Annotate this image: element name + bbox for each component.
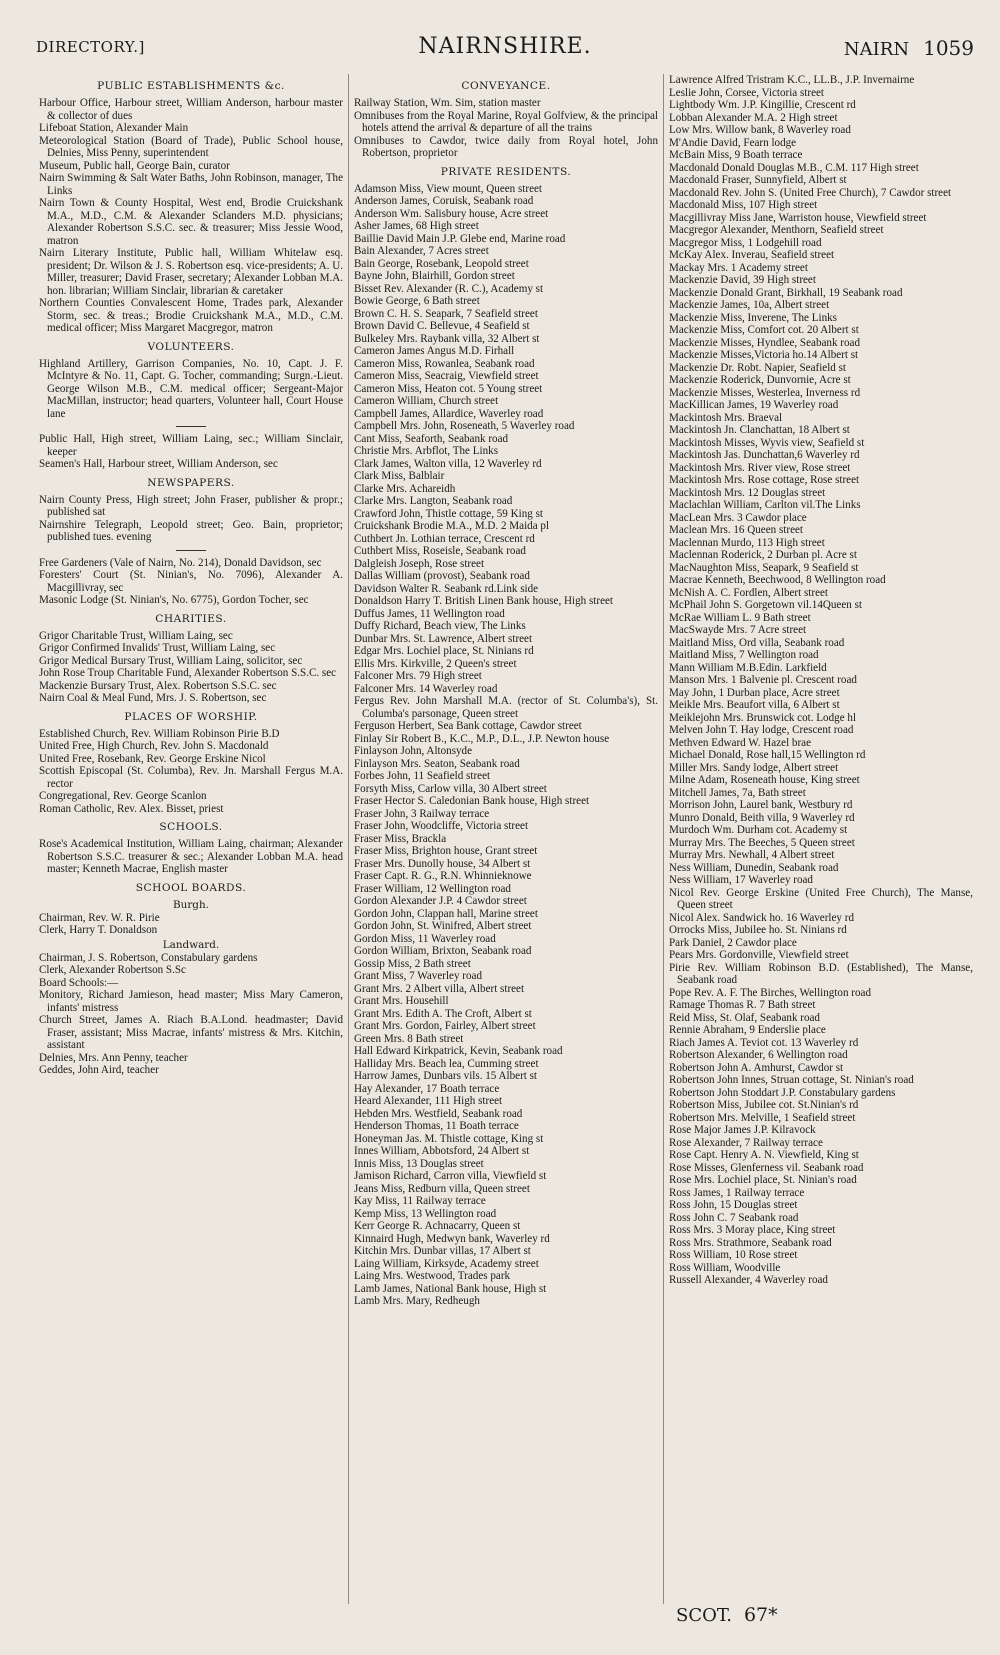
directory-entry: Campbell James, Allardice, Waverley road <box>354 407 544 420</box>
directory-entry: Mackintosh Mrs. Braeval <box>669 411 783 424</box>
directory-entry: Macgillivray Miss Jane, Warriston house, Viewfield street <box>669 211 927 224</box>
directory-entry: Mackay Mrs. 1 Academy street <box>669 261 808 274</box>
directory-entry: Laing Mrs. Westwood, Trades park <box>354 1270 511 1282</box>
directory-entry: Fraser Miss, Brackla <box>354 832 447 845</box>
directory-entry: Kay Miss, 11 Railway terrace <box>354 1195 486 1207</box>
directory-entry: United Free, High Church, Rev. John S. Macdonald <box>39 740 269 752</box>
directory-entry: Ross John C. 7 Seabank road <box>669 1211 799 1224</box>
directory-entry: Gordon Alexander J.P. 4 Cawdor street <box>354 895 527 907</box>
directory-entry: Clarke Mrs. Achareidh <box>354 482 456 495</box>
directory-entry: Ross Mrs. Strathmore, Seabank road <box>669 1236 832 1249</box>
directory-entry: Fraser Capt. R. G., R.N. Whinnieknowe <box>354 870 532 882</box>
directory-entry: Kinnaird Hugh, Medwyn bank, Waverley rd <box>354 1232 550 1245</box>
directory-entry: Mackenzie Dr. Robt. Napier, Seafield st <box>669 361 847 374</box>
directory-entry: Mackintosh Mrs. Rose cottage, Rose street <box>669 474 860 486</box>
directory-entry: Mackintosh Mrs. 12 Douglas street <box>669 486 826 499</box>
page-footer <box>676 1604 778 1626</box>
directory-entry: Baillie David Main J.P. Glebe end, Marine road <box>354 232 566 245</box>
directory-entry: Hay Alexander, 17 Boath terrace <box>354 1082 500 1095</box>
directory-entry: Ness William, Dunedin, Seabank road <box>669 861 839 874</box>
directory-entry: Dalgleish Joseph, Rose street <box>354 557 485 570</box>
directory-entry: Finlayson John, Altonsyde <box>354 745 473 757</box>
directory-entry: Mackenzie David, 39 High street <box>669 274 816 286</box>
directory-entry: Christie Mrs. Arbflot, The Links <box>354 445 499 457</box>
directory-entry: Bowie George, 6 Bath street <box>354 295 480 307</box>
directory-entry: Anderson James, Coruisk, Seabank road <box>354 195 534 207</box>
directory-entry: Pope Rev. A. F. The Birches, Wellington road <box>669 986 871 999</box>
directory-entry: Kitchin Mrs. Dunbar villas, 17 Albert st <box>354 1245 531 1257</box>
directory-entry: Grant Miss, 7 Waverley road <box>354 970 482 982</box>
header-place: NAIRN <box>843 39 910 60</box>
directory-entry: Kerr George R. Achnacarry, Queen st <box>354 1220 521 1232</box>
directory-entry: Lightbody Wm. J.P. Kingillie, Crescent rd <box>669 99 856 111</box>
page-number: 1059 <box>923 36 974 60</box>
directory-entry: MacSwayde Mrs. 7 Acre street <box>669 624 807 636</box>
directory-entry: Robertson John A. Amhurst, Cawdor st <box>669 1061 844 1074</box>
directory-entry: Manson Mrs. 1 Balvenie pl. Crescent road <box>669 674 857 686</box>
section-heading: PLACES OF WORSHIP. <box>124 710 258 723</box>
directory-entry: Grigor Charitable Trust, William Laing, sec <box>39 629 233 642</box>
directory-entry: Fergus Rev. John Marshall M.A. (rector of St. Columba's), St. Columba's parsonage, Queen street <box>354 695 658 720</box>
section-heading: PUBLIC ESTABLISHMENTS &c. <box>97 80 285 92</box>
directory-entry: McNish A. C. Fordlen, Albert street <box>669 586 828 599</box>
directory-entry: Chairman, J. S. Robertson, Constabulary gardens <box>39 951 258 964</box>
column-3 <box>663 74 978 1604</box>
directory-entry: Finlayson Mrs. Seaton, Seabank road <box>354 757 520 770</box>
directory-entry: Clerk, Alexander Robertson S.Sc <box>39 964 186 976</box>
directory-entry: Mitchell James, 7a, Bath street <box>669 786 806 799</box>
directory-entry: Heard Alexander, 111 High street <box>354 1095 503 1107</box>
footer-signature: 67* <box>743 1604 778 1626</box>
directory-entry: Laing William, Kirksyde, Academy street <box>354 1257 539 1270</box>
directory-entry: Omnibuses to Cawdor, twice daily from Royal hotel, John Robertson, proprietor <box>354 134 658 159</box>
directory-entry: Harrow James, Dunbars vils. 15 Albert st <box>354 1070 538 1082</box>
directory-entry: Donaldson Harry T. British Linen Bank house, High street <box>354 595 614 607</box>
directory-entry: Maitland Miss, Ord villa, Seabank road <box>669 636 845 649</box>
directory-entry: Ross William, Woodville <box>669 1261 781 1274</box>
section-heading: VOLUNTEERS. <box>147 340 235 353</box>
directory-entry: Seamen's Hall, Harbour street, William Anderson, sec <box>39 458 278 470</box>
directory-entry: Nicol Alex. Sandwick ho. 16 Waverley rd <box>669 911 854 924</box>
directory-entry: Mackintosh Jn. Clanchattan, 18 Albert st <box>669 424 850 436</box>
directory-entry: Milne Adam, Roseneath house, King street <box>669 774 860 786</box>
directory-entry: Harbour Office, Harbour street, William Anderson, harbour master & collector of dues <box>39 97 343 122</box>
section-heading: SCHOOL BOARDS. <box>135 881 247 894</box>
directory-entry: Crawford John, Thistle cottage, 59 King st <box>354 507 543 520</box>
directory-entry: Michael Donald, Rose hall,15 Wellington rd <box>669 749 866 761</box>
directory-entry: Nairn Coal & Meal Fund, Mrs. J. S. Robertson, sec <box>39 692 267 704</box>
directory-entry: Murdoch Wm. Durham cot. Academy st <box>669 824 848 836</box>
directory-entry: Ellis Mrs. Kirkville, 2 Queen's street <box>354 657 517 670</box>
directory-entry: Cameron Miss, Heaton cot. 5 Young street <box>354 382 543 395</box>
directory-entry: Green Mrs. 8 Bath street <box>354 1032 464 1045</box>
directory-entry: Dunbar Mrs. St. Lawrence, Albert street <box>354 632 533 645</box>
directory-entry: Foresters' Court (St. Ninian's, No. 7096), Alexander A. Macgillivray, sec <box>39 569 343 594</box>
directory-entry: Gordon John, Clappan hall, Marine street <box>354 907 538 920</box>
directory-entry: Mackenzie Donald Grant, Birkhall, 19 Seabank road <box>669 286 903 299</box>
directory-entry: Jeans Miss, Redburn villa, Queen street <box>354 1182 530 1195</box>
directory-entry: Finlay Sir Robert B., K.C., M.P., D.L., J.P. Newton house <box>354 732 610 745</box>
directory-entry: MacNaughton Miss, Seapark, 9 Seafield st <box>669 561 859 574</box>
directory-entry: Falconer Mrs. 79 High street <box>354 670 482 682</box>
section-heading: NEWSPAPERS. <box>147 476 235 489</box>
directory-entry: Northern Counties Convalescent Home, Trades park, Alexander Storm, sec. & treas.; Brodie Cruickshank M.A., M.D., C.M. medical officer; Miss Margaret Macgregor, matron <box>39 297 343 334</box>
directory-entry: Cant Miss, Seaforth, Seabank road <box>354 432 509 445</box>
directory-entry: Robertson Mrs. Melville, 1 Seafield street <box>669 1111 856 1124</box>
directory-entry: Rose Capt. Henry A. N. Viewfield, King st <box>669 1149 859 1161</box>
directory-entry: Ness William, 17 Waverley road <box>669 874 813 886</box>
directory-entry: Museum, Public hall, George Bain, curator <box>39 159 230 172</box>
directory-entry: Pirie Rev. William Robinson B.D. (Established), The Manse, Seabank road <box>669 961 973 986</box>
directory-entry: Leslie John, Corsee, Victoria street <box>669 86 825 99</box>
directory-entry: Mann William M.B.Edin. Larkfield <box>669 661 827 674</box>
directory-entry: Macgregor Alexander, Menthorn, Seafield street <box>669 224 884 236</box>
directory-entry: Orrocks Miss, Jubilee ho. St. Ninians rd <box>669 924 847 936</box>
directory-entry: Cameron William, Church street <box>354 395 499 407</box>
directory-entry: McKay Alex. Inverau, Seafield street <box>669 249 835 261</box>
directory-entry: Public Hall, High street, William Laing, sec.; William Sinclair, keeper <box>39 433 343 458</box>
directory-entry: M'Andie David, Fearn lodge <box>669 136 797 149</box>
divider-rule <box>176 426 206 427</box>
directory-entry: Macdonald Fraser, Sunnyfield, Albert st <box>669 174 847 186</box>
directory-entry: Miller Mrs. Sandy lodge, Albert street <box>669 761 839 774</box>
directory-entry: Park Daniel, 2 Cawdor place <box>669 936 797 949</box>
directory-entry: Rennie Abraham, 9 Enderslie place <box>669 1024 826 1036</box>
directory-entry: Geddes, John Aird, teacher <box>39 1064 159 1076</box>
page-header <box>36 34 974 64</box>
directory-entry: John Rose Troup Charitable Fund, Alexander Robertson S.S.C. sec <box>39 667 337 679</box>
directory-entry: Nairn Town & County Hospital, West end, Brodie Cruickshank M.A., M.D., C.M. & Alexander Sclanders M.D. physicians; Alexander Robertson S.S.C. sec. & treasurer; Miss Jessie Wood, matron <box>39 197 343 247</box>
directory-entry: Asher James, 68 High street <box>354 220 479 232</box>
directory-entry: Maclennan Murdo, 113 High street <box>669 536 825 549</box>
directory-entry: Murray Mrs. Newhall, 4 Albert street <box>669 849 835 861</box>
directory-entry: Cruickshank Brodie M.A., M.D. 2 Maida pl <box>354 520 550 532</box>
directory-entry: Davidson Walter R. Seabank rd.Link side <box>354 582 539 595</box>
directory-entry: Ross Mrs. 3 Moray place, King street <box>669 1224 836 1236</box>
directory-entry: Rose's Academical Institution, William Laing, chairman; Alexander Robertson S.S.C. treasurer & sec.; Alexander Lobban M.A. head master; Kenneth Macrae, English master <box>39 838 343 875</box>
directory-entry: Munro Donald, Beith villa, 9 Waverley rd <box>669 811 855 824</box>
directory-entry: Forsyth Miss, Carlow villa, 30 Albert street <box>354 782 547 795</box>
directory-entry: Innes William, Abbotsford, 24 Albert st <box>354 1145 530 1157</box>
directory-entry: Mackenzie Roderick, Dunvornie, Acre st <box>669 374 851 386</box>
directory-entry: Meiklejohn Mrs. Brunswick cot. Lodge hl <box>669 711 857 724</box>
directory-entry: Lamb James, National Bank house, High st <box>354 1282 547 1295</box>
section-heading: SCHOOLS. <box>159 821 223 833</box>
directory-entry: Cameron Miss, Rowanlea, Seabank road <box>354 357 535 370</box>
directory-entry: Free Gardeners (Vale of Nairn, No. 214), Donald Davidson, sec <box>39 556 322 569</box>
directory-entry: Lawrence Alfred Tristram K.C., LL.B., J.P. Invernairne <box>669 74 915 86</box>
directory-entry: Cameron Miss, Seacraig, Viewfield street <box>354 370 539 382</box>
directory-entry: United Free, Rosebank, Rev. George Erskine Nicol <box>39 752 266 765</box>
directory-entry: Lobban Alexander M.A. 2 High street <box>669 111 838 124</box>
directory-entry: Gordon John, St. Winifred, Albert street <box>354 920 532 932</box>
directory-entry: Roman Catholic, Rev. Alex. Bisset, priest <box>39 802 224 815</box>
directory-entry: Low Mrs. Willow bank, 8 Waverley road <box>669 124 851 136</box>
directory-entry: Robertson Miss, Jubilee cot. St.Ninian's rd <box>669 1099 859 1111</box>
directory-entry: Campbell Mrs. John, Roseneath, 5 Waverley road <box>354 420 575 432</box>
directory-entry: Scottish Episcopal (St. Columba), Rev. Jn. Marshall Fergus M.A. rector <box>39 765 343 790</box>
directory-entry: Mackintosh Jas. Dunchattan,6 Waverley rd <box>669 449 860 461</box>
directory-entry: Meikle Mrs. Beaufort villa, 6 Albert st <box>669 699 840 711</box>
directory-entry: Fraser Miss, Brighton house, Grant street <box>354 845 538 857</box>
directory-entry: Ross James, 1 Railway terrace <box>669 1186 805 1199</box>
directory-entry: Jamison Richard, Carron villa, Viewfield st <box>354 1170 547 1182</box>
header-left: DIRECTORY.] <box>36 38 145 56</box>
directory-entry: Delnies, Mrs. Ann Penny, teacher <box>39 1051 188 1064</box>
directory-entry: Macdonald Donald Douglas M.B., C.M. 117 High street <box>669 161 919 174</box>
directory-entry: Innis Miss, 13 Douglas street <box>354 1157 484 1170</box>
directory-entry: Edgar Mrs. Lochiel place, St. Ninians rd <box>354 645 534 657</box>
directory-entry: MacLean Mrs. 3 Cawdor place <box>669 511 807 524</box>
directory-entry: Cuthbert Miss, Roseisle, Seabank road <box>354 545 526 557</box>
directory-entry: Russell Alexander, 4 Waverley road <box>669 1274 828 1286</box>
directory-entry: Rose Misses, Glenferness vil. Seabank road <box>669 1161 864 1174</box>
directory-entry: Nairn County Press, High street; John Fraser, publisher & propr.; published sat <box>39 493 343 518</box>
directory-entry: Board Schools:— <box>39 976 119 989</box>
directory-entry: Robertson John Innes, Struan cottage, St. Ninian's road <box>669 1074 914 1086</box>
directory-entry: Macrae Kenneth, Beechwood, 8 Wellington road <box>669 574 886 586</box>
directory-entry: Lifeboat Station, Alexander Main <box>39 122 189 134</box>
directory-entry: MacKillican James, 19 Waverley road <box>669 399 839 411</box>
directory-entry: Nairnshire Telegraph, Leopold street; Geo. Bain, proprietor; published tues. evening <box>39 518 343 543</box>
directory-entry: Adamson Miss, View mount, Queen street <box>354 182 543 195</box>
directory-entry: Lamb Mrs. Mary, Redheugh <box>354 1295 480 1307</box>
directory-entry: Monitory, Richard Jamieson, head master; Miss Mary Cameron, infants' mistress <box>39 989 343 1014</box>
header-right <box>844 36 974 60</box>
directory-entry: Mackenzie James, 10a, Albert street <box>669 299 830 311</box>
directory-entry: Grant Mrs. Edith A. The Croft, Albert st <box>354 1007 532 1020</box>
directory-entry: Highland Artillery, Garrison Companies, No. 10, Capt. J. F. McIntyre & No. 11, Capt. G. Tocher, commanding; Surgn.-Lieut. George Wilson M.B., C.M. medical officer; Sergeant-Major MacMillan, instructor; head quarters, Volunteer hall, Court House lane <box>39 357 343 420</box>
directory-entry: Mackintosh Mrs. River view, Rose street <box>669 461 851 474</box>
directory-entry: Maclennan Roderick, 2 Durban pl. Acre st <box>669 549 857 561</box>
directory-entry: Mackenzie Misses,Victoria ho.14 Albert st <box>669 349 859 361</box>
directory-entry: Cuthbert Jn. Lothian terrace, Crescent rd <box>354 532 535 545</box>
directory-entry: Grigor Confirmed Invalids' Trust, William Laing, sec <box>39 642 276 654</box>
columns <box>34 74 978 1604</box>
directory-entry: Grigor Medical Bursary Trust, William Laing, solicitor, sec <box>39 654 303 667</box>
directory-entry: Clerk, Harry T. Donaldson <box>39 924 158 936</box>
directory-entry: Rose Alexander, 7 Railway terrace <box>669 1136 823 1149</box>
directory-entry: Macgregor Miss, 1 Lodgehill road <box>669 236 822 249</box>
directory-entry: Grant Mrs. 2 Albert villa, Albert street <box>354 982 525 995</box>
directory-entry: Mackenzie Miss, Inverene, The Links <box>669 311 837 324</box>
directory-entry: Mackenzie Misses, Hyndlee, Seabank road <box>669 336 860 349</box>
directory-entry: Fraser John, 3 Railway terrace <box>354 807 490 820</box>
directory-entry: Macdonald Miss, 107 High street <box>669 199 818 211</box>
directory-entry: Masonic Lodge (St. Ninian's, No. 6775), Gordon Tocher, sec <box>39 594 309 606</box>
section-heading: PRIVATE RESIDENTS. <box>440 165 572 178</box>
directory-entry: Melven John T. Hay lodge, Crescent road <box>669 724 854 736</box>
directory-entry: Bisset Rev. Alexander (R. C.), Academy st <box>354 282 544 295</box>
directory-entry: Mackenzie Misses, Westerlea, Inverness rd <box>669 386 861 399</box>
directory-entry: Hall Edward Kirkpatrick, Kevin, Seabank road <box>354 1045 563 1057</box>
directory-entry: Bain George, Rosebank, Leopold street <box>354 257 529 270</box>
directory-entry: Anderson Wm. Salisbury house, Acre street <box>354 207 549 220</box>
directory-entry: Nairn Literary Institute, Public hall, William Whitelaw esq. president; Dr. Wilson & J. S. Robertson esq. vice-presidents; A. U. Miller, treasurer; David Fraser, secretary; Alexander Lobban M.A. hon. librarian; William Sinclair, librarian & caretaker <box>39 247 343 297</box>
directory-entry: Macdonald Rev. John S. (United Free Church), 7 Cawdor street <box>669 186 952 199</box>
directory-entry: Gordon Miss, 11 Waverley road <box>354 932 496 945</box>
directory-entry: Fraser Hector S. Caledonian Bank house, High street <box>354 795 590 807</box>
directory-entry: Ross William, 10 Rose street <box>669 1249 798 1261</box>
directory-entry: Brown David C. Bellevue, 4 Seafield st <box>354 320 530 332</box>
directory-entry: McRae William L. 9 Bath street <box>669 611 811 624</box>
subsection-heading: Landward. <box>162 938 220 951</box>
directory-entry: Clark Miss, Balblair <box>354 470 445 482</box>
directory-entry: Nicol Rev. George Erskine (United Free Church), The Manse, Queen street <box>669 886 973 911</box>
directory-entry: Brown C. H. S. Seapark, 7 Seafield street <box>354 307 538 320</box>
directory-entry: Clarke Mrs. Langton, Seabank road <box>354 495 513 507</box>
directory-entry: May John, 1 Durban place, Acre street <box>669 686 840 699</box>
directory-entry: Maitland Miss, 7 Wellington road <box>669 649 819 661</box>
subsection-heading: Burgh. <box>173 898 209 911</box>
directory-entry: Henderson Thomas, 11 Boath terrace <box>354 1120 519 1132</box>
directory-entry: Murray Mrs. The Beeches, 5 Queen street <box>669 836 855 849</box>
directory-entry: Dallas William (provost), Seabank road <box>354 570 530 582</box>
directory-entry: Robertson Alexander, 6 Wellington road <box>669 1049 848 1061</box>
column-2 <box>348 74 663 1604</box>
directory-entry: Rose Major James J.P. Kilravock <box>669 1124 816 1136</box>
directory-entry: Chairman, Rev. W. R. Pirie <box>39 911 160 924</box>
directory-entry: Grant Mrs. Househill <box>354 995 449 1007</box>
directory-entry: Gossip Miss, 2 Bath street <box>354 957 471 970</box>
directory-entry: Railway Station, Wm. Sim, station master <box>354 97 541 109</box>
directory-entry: Ferguson Herbert, Sea Bank cottage, Cawdor street <box>354 720 582 732</box>
section-heading: CHARITIES. <box>155 612 227 625</box>
directory-entry: Bayne John, Blairhill, Gordon street <box>354 270 515 282</box>
directory-entry: Duffus James, 11 Wellington road <box>354 607 505 620</box>
directory-entry: Reid Miss, St. Olaf, Seabank road <box>669 1011 820 1024</box>
directory-entry: Ramage Thomas R. 7 Bath street <box>669 999 816 1011</box>
directory-entry: Bain Alexander, 7 Acres street <box>354 245 489 257</box>
directory-entry: Church Street, James A. Riach B.A.Lond. headmaster; David Fraser, assistant; Miss Macrae, infants' mistress & Mrs. Kitchin, assistant <box>39 1014 343 1051</box>
directory-entry: Gordon William, Brixton, Seabank road <box>354 945 532 957</box>
directory-entry: Forbes John, 11 Seafield street <box>354 770 491 782</box>
directory-entry: Kemp Miss, 13 Wellington road <box>354 1207 497 1220</box>
directory-entry: Mackenzie Miss, Comfort cot. 20 Albert st <box>669 324 859 336</box>
directory-entry: Morrison John, Laurel bank, Westbury rd <box>669 799 853 811</box>
directory-entry: Meteorological Station (Board of Trade), Public School house, Delnies, Miss Penny, superintendent <box>39 134 343 159</box>
directory-entry: Mackintosh Misses, Wyvis view, Seafield st <box>669 436 865 449</box>
directory-entry: Rose Mrs. Lochiel place, St. Ninian's road <box>669 1174 857 1186</box>
directory-entry: Honeyman Jas. M. Thistle cottage, King st <box>354 1132 544 1145</box>
directory-entry: McPhail John S. Gorgetown vil.14Queen st <box>669 599 863 611</box>
directory-entry: Established Church, Rev. William Robinson Pirie B.D <box>39 727 280 740</box>
column-1 <box>34 74 348 1604</box>
directory-entry: Methven Edward W. Hazel brae <box>669 736 812 749</box>
directory-entry: Clark James, Walton villa, 12 Waverley rd <box>354 457 542 470</box>
directory-entry: Bulkeley Mrs. Raybank villa, 32 Albert st <box>354 332 540 345</box>
directory-entry: Pears Mrs. Gordonville, Viewfield street <box>669 949 849 961</box>
directory-entry: McBain Miss, 9 Boath terrace <box>669 149 803 161</box>
directory-entry: Grant Mrs. Gordon, Fairley, Albert street <box>354 1020 536 1032</box>
directory-entry: Ross John, 15 Douglas street <box>669 1199 798 1211</box>
header-title: NAIRNSHIRE. <box>418 34 592 59</box>
directory-entry: Riach James A. Teviot cot. 13 Waverley rd <box>669 1036 859 1049</box>
directory-entry: Maclean Mrs. 16 Queen street <box>669 524 804 536</box>
footer-scot: SCOT. <box>676 1605 732 1626</box>
directory-entry: Falconer Mrs. 14 Waverley road <box>354 682 498 695</box>
divider-rule <box>176 550 206 551</box>
directory-entry: Maclachlan William, Carlton vil.The Links <box>669 499 861 511</box>
directory-entry: Halliday Mrs. Beach lea, Cumming street <box>354 1057 539 1070</box>
directory-entry: Nairn Swimming & Salt Water Baths, John Robinson, manager, The Links <box>39 172 343 197</box>
directory-entry: Congregational, Rev. George Scanlon <box>39 790 207 802</box>
directory-entry: Duffy Richard, Beach view, The Links <box>354 620 526 632</box>
directory-entry: Fraser William, 12 Wellington road <box>354 882 511 895</box>
directory-entry: Fraser Mrs. Dunolly house, 34 Albert st <box>354 857 531 870</box>
directory-entry: Mackenzie Bursary Trust, Alex. Robertson S.S.C. sec <box>39 679 277 692</box>
directory-entry: Fraser John, Woodcliffe, Victoria street <box>354 820 529 832</box>
section-heading: CONVEYANCE. <box>461 80 551 92</box>
directory-entry: Hebden Mrs. Westfield, Seabank road <box>354 1107 523 1120</box>
directory-entry: Omnibuses from the Royal Marine, Royal Golfview, & the principal hotels attend the arrival & departure of all the trains <box>354 109 658 134</box>
directory-entry: Cameron James Angus M.D. Firhall <box>354 345 515 357</box>
directory-entry: Robertson John Stoddart J.P. Constabulary gardens <box>669 1086 896 1099</box>
